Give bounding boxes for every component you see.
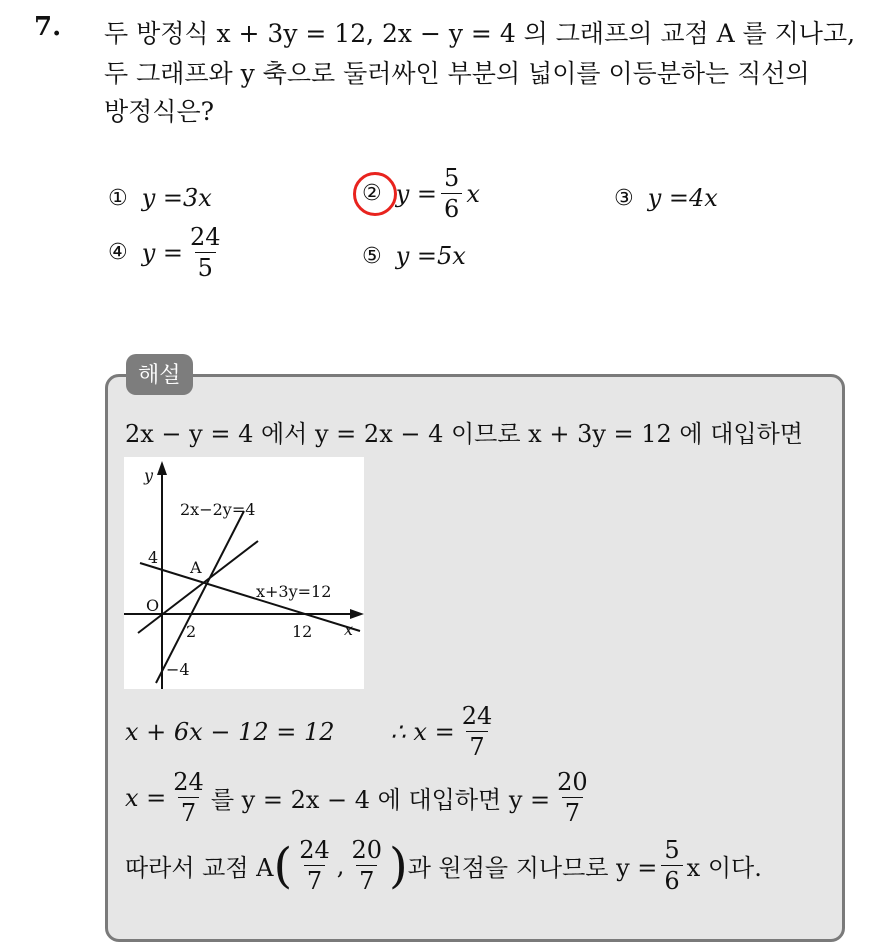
choice-1-mark: ① [108, 185, 128, 211]
selection-circle-mark [353, 172, 397, 216]
question-number: 7. [34, 12, 62, 42]
solution-line-3-den-1: 7 [178, 797, 199, 825]
solution-line-4-fraction-3 [661, 838, 682, 893]
x-axis-label: x [344, 620, 354, 639]
solution-line-3-den-2: 7 [562, 797, 583, 825]
solution-line-4-den-2: 7 [356, 865, 377, 893]
choice-3-lhs: y = [647, 184, 690, 212]
y-axis-label: y [144, 466, 154, 485]
right-paren: ) [388, 837, 408, 894]
choice-1[interactable] [108, 184, 212, 212]
question-line-3: 방정식은? [104, 97, 215, 126]
solution-line-3-lhs: x = [125, 783, 167, 812]
choice-4-numerator: 24 [190, 223, 221, 251]
choice-2-numerator: 5 [444, 164, 460, 192]
question-line-1: 두 방정식 x + 3y = 12, 2x − y = 4 의 그래프의 교점 A 를 지나고, [104, 19, 856, 48]
solution-line-4 [125, 838, 762, 893]
solution-line-4-pre: 따라서 교점 A [125, 854, 274, 882]
solution-line-2 [125, 704, 499, 759]
line-2x-minus-y [156, 511, 244, 683]
solution-line-1-text: 2x − y = 4 에서 y = 2x − 4 이므로 x + 3y = 12 에 대입하면 [125, 420, 803, 448]
choice-1-lhs: y = [141, 184, 184, 212]
solution-line-4-num-3: 5 [664, 836, 680, 864]
tick-y-minus-4: −4 [166, 660, 190, 679]
choice-4[interactable] [108, 225, 228, 280]
choice-1-rhs: 3x [183, 184, 212, 212]
solution-line-4-num-2: 20 [351, 836, 382, 864]
solution-line-3-fraction-2 [554, 770, 591, 825]
solution-line-2-fraction [459, 704, 496, 759]
solution-line-3-mid: 를 y = 2x − 4 에 대입하면 y = [210, 786, 551, 814]
question-line-2: 두 그래프와 y 축으로 둘러싸인 부분의 넓이를 이등분하는 직선의 [104, 59, 810, 88]
solution-line-4-fraction-2 [348, 838, 385, 893]
tick-y-4: 4 [148, 548, 159, 567]
choice-5-lhs: y = [395, 242, 438, 270]
choice-3[interactable] [614, 184, 718, 212]
line-label-1: 2x−2y=4 [180, 500, 256, 519]
line-label-2: x+3y=12 [256, 582, 332, 601]
solution-line-3-fraction-1 [170, 770, 207, 825]
choice-5-mark: ⑤ [362, 243, 382, 269]
choice-5-rhs: 5x [437, 242, 466, 270]
solution-line-4-fraction-1 [296, 838, 333, 893]
choice-2-fraction [441, 166, 462, 221]
point-a-label: A [190, 558, 202, 577]
solution-line-3-num-1: 24 [173, 768, 204, 796]
choice-2-lhs: y = [395, 179, 438, 208]
solution-line-4-post: x 이다. [686, 854, 762, 882]
solution-line-2-therefore: ∴ x = [390, 717, 455, 746]
choice-4-lhs: y = [141, 238, 184, 267]
choice-3-mark: ③ [614, 185, 634, 211]
choice-2-tail: x [466, 179, 480, 208]
solution-line-4-mid: 과 원점을 지나므로 y = [407, 854, 658, 882]
x-axis-arrow-icon [350, 609, 364, 619]
solution-line-3 [125, 770, 595, 825]
solution-line-3-num-2: 20 [557, 768, 588, 796]
y-axis-arrow-icon [157, 461, 167, 475]
solution-line-4-comma: , [336, 851, 345, 880]
solution-graph [124, 457, 364, 689]
solution-line-4-den-3: 6 [661, 865, 682, 893]
tick-x-12: 12 [292, 622, 313, 641]
choice-2-denominator: 6 [441, 193, 462, 221]
solution-line-1 [125, 414, 803, 449]
left-paren: ( [273, 837, 293, 894]
solution-line-4-num-1: 24 [299, 836, 330, 864]
choice-4-fraction [187, 225, 224, 280]
choice-3-rhs: 4x [689, 184, 718, 212]
solution-line-2-num: 24 [461, 702, 493, 730]
choice-4-denominator: 5 [195, 252, 216, 280]
choice-2-mark: ② [362, 181, 382, 206]
graph-svg [124, 457, 364, 689]
origin-label: O [146, 596, 160, 615]
solution-line-2-den: 7 [466, 731, 487, 759]
solution-line-2-left: x + 6x − 12 = 12 [125, 717, 335, 746]
tick-x-2: 2 [186, 622, 197, 641]
solution-tag: 해설 [126, 354, 193, 395]
choice-5[interactable] [362, 242, 466, 270]
solution-line-4-den-1: 7 [304, 865, 325, 893]
choice-4-mark: ④ [108, 240, 128, 265]
